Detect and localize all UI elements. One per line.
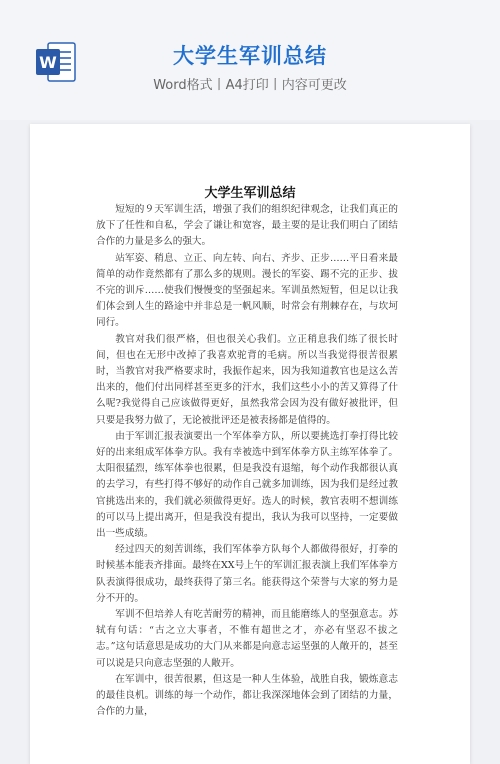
document-body bbox=[96, 202, 398, 721]
paragraph-2: 站军姿、稍息、立正、向左转、向右、齐步、正步……平日看来最简单的动作竟然都有了那么多的规则。漫长的军姿、踢不完的正步、拔不完的训斥……使我们慢慢变的坚强起来。军训虽然短暂，但足以让我们体会到人生的路途中并非总是一帆风顺，时常会有荆棘存在，与坎坷同行。 bbox=[96, 252, 398, 329]
page-title: 大学生军训总结 bbox=[173, 44, 327, 68]
header-banner bbox=[0, 0, 500, 120]
paragraph-7: 在军训中，很苦很累，但这是一种人生体验，战胜自我，锻炼意志的最佳良机。训练的每一个动作，都让我深深地体会到了团结的力量，合作的力量， bbox=[96, 673, 398, 718]
paragraph-1: 短短的９天军训生活，增强了我们的组织纪律观念，让我们真正的放下了任性和自私，学会了谦让和宽容，最主要的是让我们明白了团结合作的力量是多么的强大。 bbox=[96, 204, 398, 248]
page-subtitle: Word格式丨A4打印丨内容可更改 bbox=[153, 78, 347, 93]
paragraph-6: 军训不但培养人有吃苦耐劳的精神，而且能磨练人的坚强意志。苏轼有句话：“古之立大事者，不惟有超世之才，亦必有坚忍不拔之志。”这句话意思是成功的大门从来都是向意志运坚强的人敞开的，甚至可以说是只向意志坚强的人敞开。 bbox=[96, 609, 398, 669]
paragraph-3: 教官对我们很严格，但也很关心我们。立正稍息我们练了很长时间，但也在无形中改掉了我喜欢驼背的毛病。所以当我觉得很苦很累时，当教官对我严格要求时，我振作起来，因为我知道教官也是这么苦出来的，他们付出同样甚至更多的汗水，我们这些小小的苦又算得了什么呢?我觉得自己应该做得更好，虽然我常会因为没有做好被批评，但只要是我努力做了，无论被批评还是被表扬都是值得的。 bbox=[96, 333, 398, 426]
paragraph-4: 由于军训汇报表演要出一个军体拳方队，所以要挑选打拳打得比较好的出来组成军体拳方队。我有幸被选中到军体拳方队主练军体拳了。太阳很猛烈，练军体拳也很累，但是我没有退缩，每个动作我都很认真的去学习，有些打得不够好的动作自己就多加训练，因为我们是经过教官挑选出来的，我们就必须做得更好。选人的时候，教官表明不想训练的可以马上提出离开，但是我没有提出，我认为我可以坚持，一定要做出一些成绩。 bbox=[96, 430, 398, 540]
svg-text:W: W bbox=[39, 53, 57, 72]
document-title: 大学生军训总结 bbox=[204, 186, 296, 201]
document-page bbox=[30, 124, 470, 764]
paragraph-5: 经过四天的刻苦训练，我们军体拳方队每个人都做得很好，打拳的时候基本能表齐排面。最终在XX号上午的军训汇报表演上我们军体拳方队表演得很成功，最终获得了第三名。能获得这个荣誉与大家的努力是分不开的。 bbox=[96, 544, 398, 604]
